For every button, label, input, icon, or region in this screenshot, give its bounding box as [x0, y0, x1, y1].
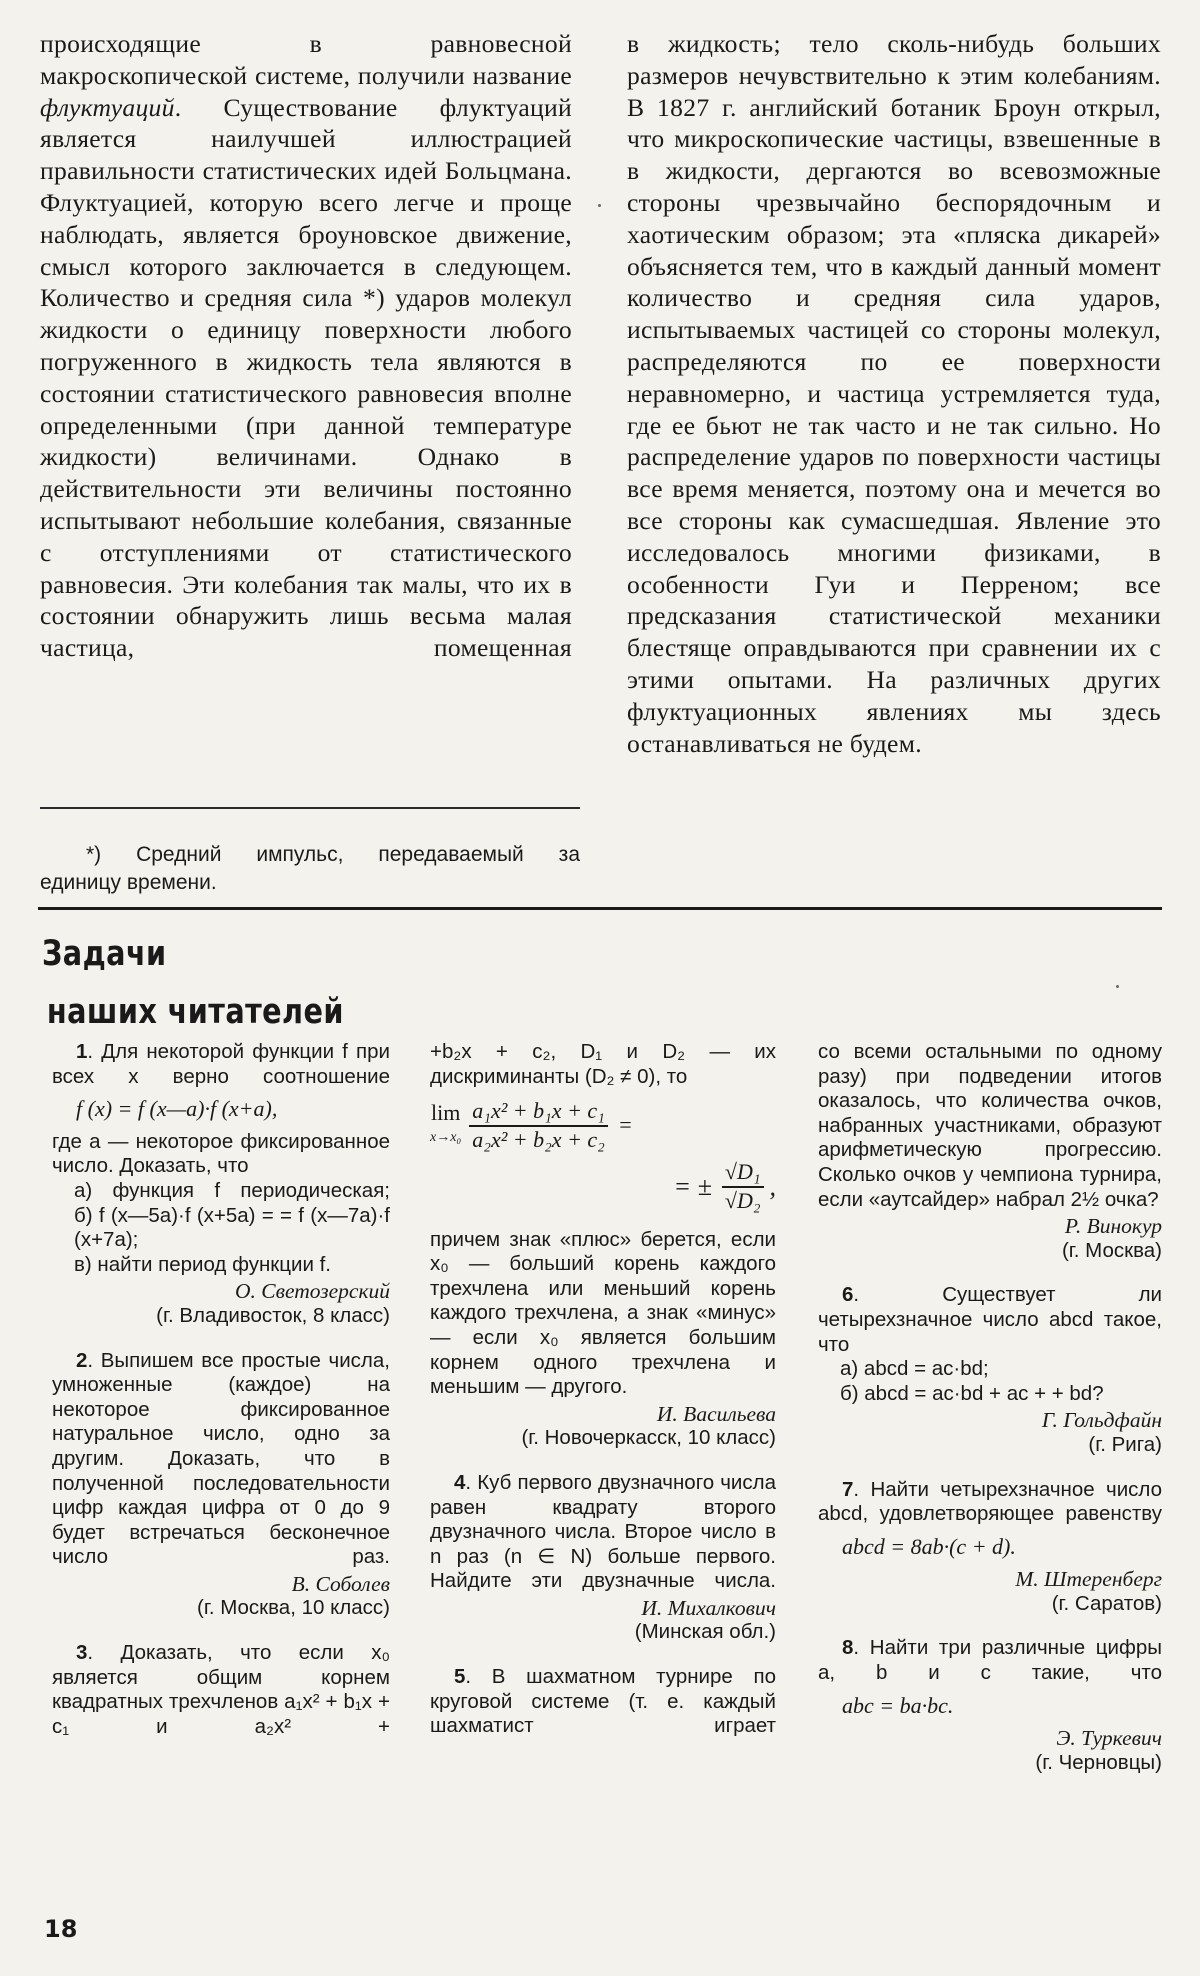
problem-1-item-a: а) функция f периодическая;: [74, 1178, 390, 1202]
problem-3-text: причем знак «плюс» берется, если x₀ — больший корень каждого трехчлена или меньший корень каждого трехчлена, а знак «минус» — если x₀ является большим корнем одного трехчлена и меньшим — другого.: [430, 1227, 776, 1399]
article-paragraph: в жидкость; тело сколь-нибудь больших размеров нечувствительно к этим колебаниям. В 1827 г. английский ботаник Броун открыл, что микроскопические частицы, взвешенные в в жидкости, дергаются во всевозможные стороны чрезвычайно беспорядочным и хаотическим образом; эта «пляска дикарей» объясняется тем, что в каждый данный момент количество и средняя сила ударов, испытываемых частицей со стороны молекул, распределяются по ее поверхности неравномерно, и частица устремляется туда, где ее бьют не так часто и не так сильно. Но распределение ударов по поверхности частицы все время меняется, поэтому она и мечется во все стороны как сумасшедшая. Явление это исследовалось многими физиками, в особенности Гуи и Перреном; все предсказания статистической механики блестяще оправдываются при сравнении их с этими опытами. На различных других флуктуационных явлениях мы здесь останавливаться не будем.: [627, 29, 1161, 758]
problems-column-1: [52, 1040, 390, 1739]
limit-operator: lim x→x₀: [430, 1100, 462, 1145]
problem-4-author: И. Михалкович: [641, 1595, 776, 1620]
problem-3-limit-formula: lim x→x₀ $\frac{\text{a₁x² + b₁x + c₁}}{\text{a₂x² + b₂x + c₂}}$ = = ± $\frac{\text{√D₁}}{\text{√D₂}}$ ,: [430, 1098, 776, 1213]
problem-7-place: (г. Саратов): [1051, 1591, 1162, 1615]
problem-2-place: (г. Москва, 10 класс): [197, 1596, 390, 1620]
term-fluctuations: флуктуаций: [40, 92, 175, 122]
footnote: *) Средний импульс, передаваемый за единицу времени.: [40, 843, 580, 894]
problem-5-author: Р. Винокур: [1064, 1214, 1162, 1239]
page-number: 18: [44, 1915, 78, 1943]
problem-7: 7. Найти четырехзначное число abcd, удовлетворяющее равенству: [818, 1477, 1162, 1526]
limit-fraction: $\frac{\text{a₁x² + b₁x + c₁}}{\text{a₂x² + b₂x + c₂}}$: [469, 1099, 608, 1152]
problem-1: 1. Для некоторой функции f при всех x верно соотношение: [52, 1040, 390, 1088]
problems-column-2: [430, 1040, 776, 1739]
section-heading: Задачи наших читателей: [42, 934, 344, 1032]
problem-6: 6. Существует ли четырехзначное число abcd такое, что: [818, 1283, 1162, 1356]
article-paragraph: происходящие в равновесной макроскопической системе, получили название флуктуаций. Существование флуктуаций является наилучшей иллюстрацией правильности статистических идей Больцмана. Флуктуацией, которую всего легче и проще наблюдать, является броуновское движение, смысл которого заключается в следующем. Количество и средняя сила *) ударов молекул жидкости о единицу поверхности любого погруженного в жидкость тела являются в состоянии статистического равновесия вполне определенными (при данной температуре жидкости) величинами. Однако в действительности эти величины постоянно испытывают небольшие колебания, связанные с отступлениями от статистического равновесия. Эти колебания так малы, что их в состоянии обнаружить лишь весьма малая частица, помещенная: [40, 29, 572, 663]
problem-1-author: О. Светозерский: [235, 1279, 390, 1304]
problem-5-continued: со всеми остальными по одному разу) при подведении итогов оказалось, что количества очков, набранных участниками, образуют арифметическую прогрессию. Сколько очков у чемпиона турнира, если «аутсайдер» набрал 2½ очка?: [818, 1040, 1162, 1211]
problem-1-item-c: в) найти период функции f.: [74, 1252, 331, 1276]
problem-4-place: (Минская обл.): [634, 1620, 776, 1644]
problem-2: 2. Выпишем все простые числа, умноженные (каждое) на некоторое фиксированное натуральное число, одно за другим. Доказать, что в полученной последовательности цифр каждая цифра от 0 до 9 будет встречаться бесконечное число раз.: [52, 1348, 390, 1569]
problem-8-place: (г. Черновцы): [1035, 1750, 1162, 1774]
problem-7-author: М. Штеренберг: [1015, 1567, 1162, 1592]
problems-column-3: [818, 1040, 1162, 1795]
problem-1-place: (г. Владивосток, 8 класс): [156, 1303, 390, 1327]
problem-3-continued: +b₂x + c₂, D₁ и D₂ — их дискриминанты (D₂ ≠ 0), то: [430, 1040, 776, 1088]
problem-5: 5. В шахматном турнире по круговой системе (т. е. каждый шахматист играет: [430, 1665, 776, 1738]
problem-6-item-b: б) abcd = ac·bd + ac + + bd?: [840, 1381, 1104, 1405]
article-column-left: [40, 28, 572, 664]
problem-1-formula: f (x) = f (x—a)·f (x+a),: [76, 1096, 278, 1122]
problem-8-author: Э. Туркевич: [1056, 1726, 1162, 1751]
problem-1-item-b: б) f (x—5a)·f (x+5a) = = f (x—7a)·f (x+7a);: [74, 1203, 390, 1252]
problem-2-author: В. Соболев: [291, 1571, 390, 1596]
problem-7-formula: abcd = 8ab·(c + d).: [842, 1533, 1016, 1559]
problem-8-formula: abc = ba·bc.: [842, 1692, 954, 1718]
problem-6-item-a: а) abcd = ac·bd;: [840, 1357, 989, 1381]
problem-3-author: И. Васильева: [656, 1401, 776, 1426]
section-divider: [38, 907, 1162, 910]
print-speck: [1116, 985, 1119, 988]
problem-3-place: (г. Новочеркасск, 10 класс): [521, 1426, 776, 1450]
article-column-right: [627, 28, 1161, 759]
root-fraction: $\frac{\text{√D₁}}{\text{√D₂}}$: [722, 1160, 764, 1213]
problem-1-text: где a — некоторое фиксированное число. Доказать, что: [52, 1129, 390, 1178]
problem-8: 8. Найти три различные цифры a, b и c такие, что: [818, 1636, 1162, 1685]
problem-3: 3. Доказать, что если x₀ является общим корнем квадратных трехчленов a₁x² + b₁x + c₁ и a₂x² +: [52, 1641, 390, 1738]
problem-6-place: (г. Рига): [1088, 1432, 1162, 1456]
problem-6-author: Г. Гольдфайн: [1041, 1408, 1162, 1433]
print-speck: [598, 204, 601, 207]
footnote-divider: [40, 807, 580, 809]
problem-5-place: (г. Москва): [1061, 1238, 1162, 1262]
problem-4: 4. Куб первого двузначного числа равен квадрату второго двузначного числа. Второе число в n раз (n ∈ N) больше первого. Найдите эти двузначные числа.: [430, 1470, 776, 1593]
